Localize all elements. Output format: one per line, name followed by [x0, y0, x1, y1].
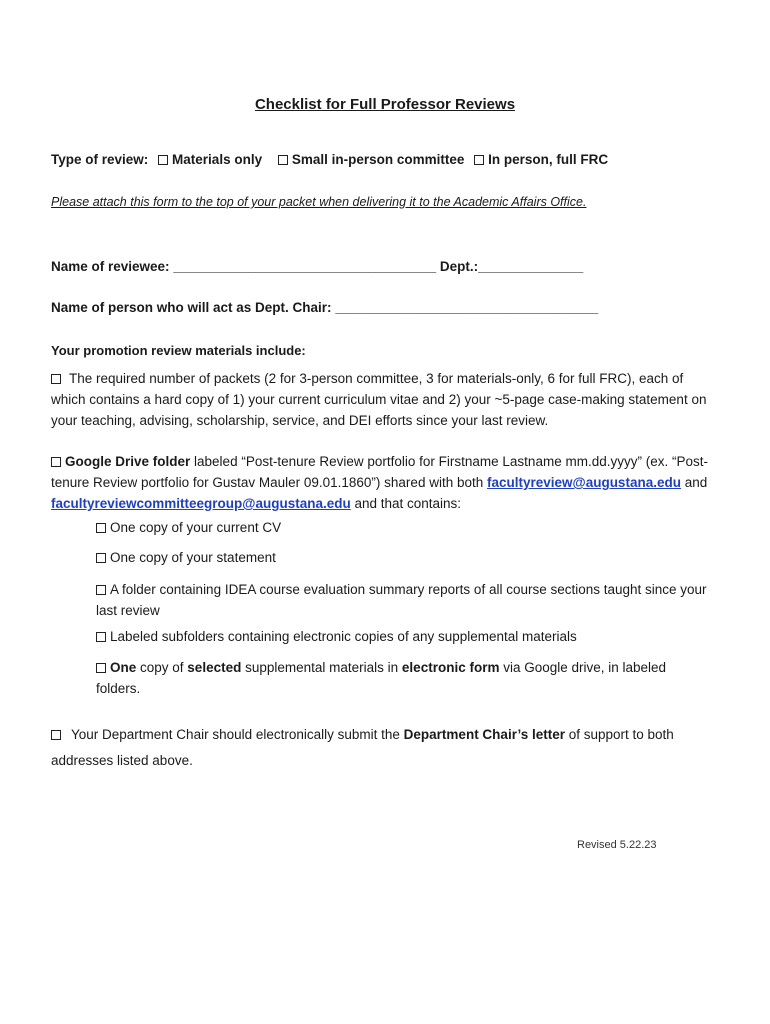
dept-label: Dept.: — [439, 259, 479, 274]
subfolders-text: Labeled subfolders containing electronic copies of any supplemental materials — [110, 629, 577, 644]
chair-letter-item — [51, 722, 716, 774]
sub-item-cv — [96, 520, 281, 535]
type-of-review-row — [51, 152, 608, 167]
statement-text: One copy of your statement — [110, 550, 276, 565]
materials-only-label: Materials only — [172, 152, 263, 167]
sub-item-selected — [96, 657, 696, 699]
chair-letter-text2: of support to both addresses listed above. — [51, 727, 674, 768]
email-link-1[interactable]: facultyreview@augustana.edu — [486, 475, 681, 490]
materials-heading: Your promotion review materials include: — [51, 343, 306, 358]
drive-checkbox[interactable] — [51, 457, 61, 467]
sub-item-idea — [96, 579, 711, 621]
materials-only-checkbox[interactable] — [158, 155, 168, 165]
subfolders-checkbox[interactable] — [96, 632, 106, 642]
email-link-2[interactable]: facultyreviewcommitteegroup@augustana.edu — [51, 496, 351, 511]
cv-text: One copy of your current CV — [110, 520, 282, 535]
packets-text: The required number of packets (2 for 3-person committee, 3 for materials-only, 6 for full FRC), each of which contains a hard copy of 1) your current curriculum vitae and 2) your ~5-page case-making statement on your teaching, advising, scholarship, service, and DEI efforts since your last review. — [51, 371, 707, 428]
drive-text2: and that contains: — [350, 496, 462, 511]
selected-bold-electronic: electronic form — [401, 660, 500, 675]
selected-bold-selected: selected — [187, 660, 242, 675]
type-of-review-label: Type of review: — [51, 152, 149, 167]
selected-text-1: copy of — [136, 660, 188, 675]
drive-item — [51, 451, 716, 514]
chair-field[interactable]: ___________________________________ — [335, 300, 599, 315]
drive-bold: Google Drive folder — [65, 454, 191, 469]
reviewee-label: Name of reviewee: — [51, 259, 170, 274]
selected-text-3: via Google drive, in labeled folders. — [96, 660, 667, 696]
packets-item — [51, 368, 716, 431]
drive-text1: labeled “Post-tenure Review portfolio for Firstname Lastname mm.dd.yyyy” (ex. “Post-tenure Review portfolio for Gustav Mauler 09.01.1860”) shared with both — [51, 454, 708, 490]
packets-checkbox[interactable] — [51, 374, 61, 384]
full-frc-label: In person, full FRC — [488, 152, 609, 167]
small-committee-label: Small in-person committee — [291, 152, 465, 167]
full-frc-checkbox[interactable] — [474, 155, 484, 165]
attach-note: Please attach this form to the top of your packet when delivering it to the Academic Affairs Office. — [51, 195, 587, 209]
drive-and: and — [680, 475, 708, 490]
revised-date: Revised 5.22.23 — [577, 839, 657, 851]
chair-letter-checkbox[interactable] — [51, 730, 61, 740]
selected-bold-one: One — [110, 660, 137, 675]
selected-text-2: supplemental materials in — [241, 660, 402, 675]
sub-item-statement — [96, 550, 276, 565]
chair-letter-bold: Department Chair’s letter — [403, 727, 565, 742]
sub-item-subfolders — [96, 629, 577, 644]
dept-field[interactable]: ______________ — [478, 259, 584, 274]
chair-row — [51, 300, 598, 315]
selected-checkbox[interactable] — [96, 663, 106, 673]
page-title: Checklist for Full Professor Reviews — [254, 96, 516, 113]
reviewee-field[interactable]: ___________________________________ — [173, 259, 437, 274]
chair-label: Name of person who will act as Dept. Chair: — [51, 300, 332, 315]
cv-checkbox[interactable] — [96, 523, 106, 533]
statement-checkbox[interactable] — [96, 553, 106, 563]
small-committee-checkbox[interactable] — [278, 155, 288, 165]
idea-text: A folder containing IDEA course evaluation summary reports of all course sections taught since your last review — [96, 582, 707, 618]
idea-checkbox[interactable] — [96, 585, 106, 595]
reviewee-row — [51, 259, 583, 274]
chair-letter-text1: Your Department Chair should electronically submit the — [71, 727, 404, 742]
